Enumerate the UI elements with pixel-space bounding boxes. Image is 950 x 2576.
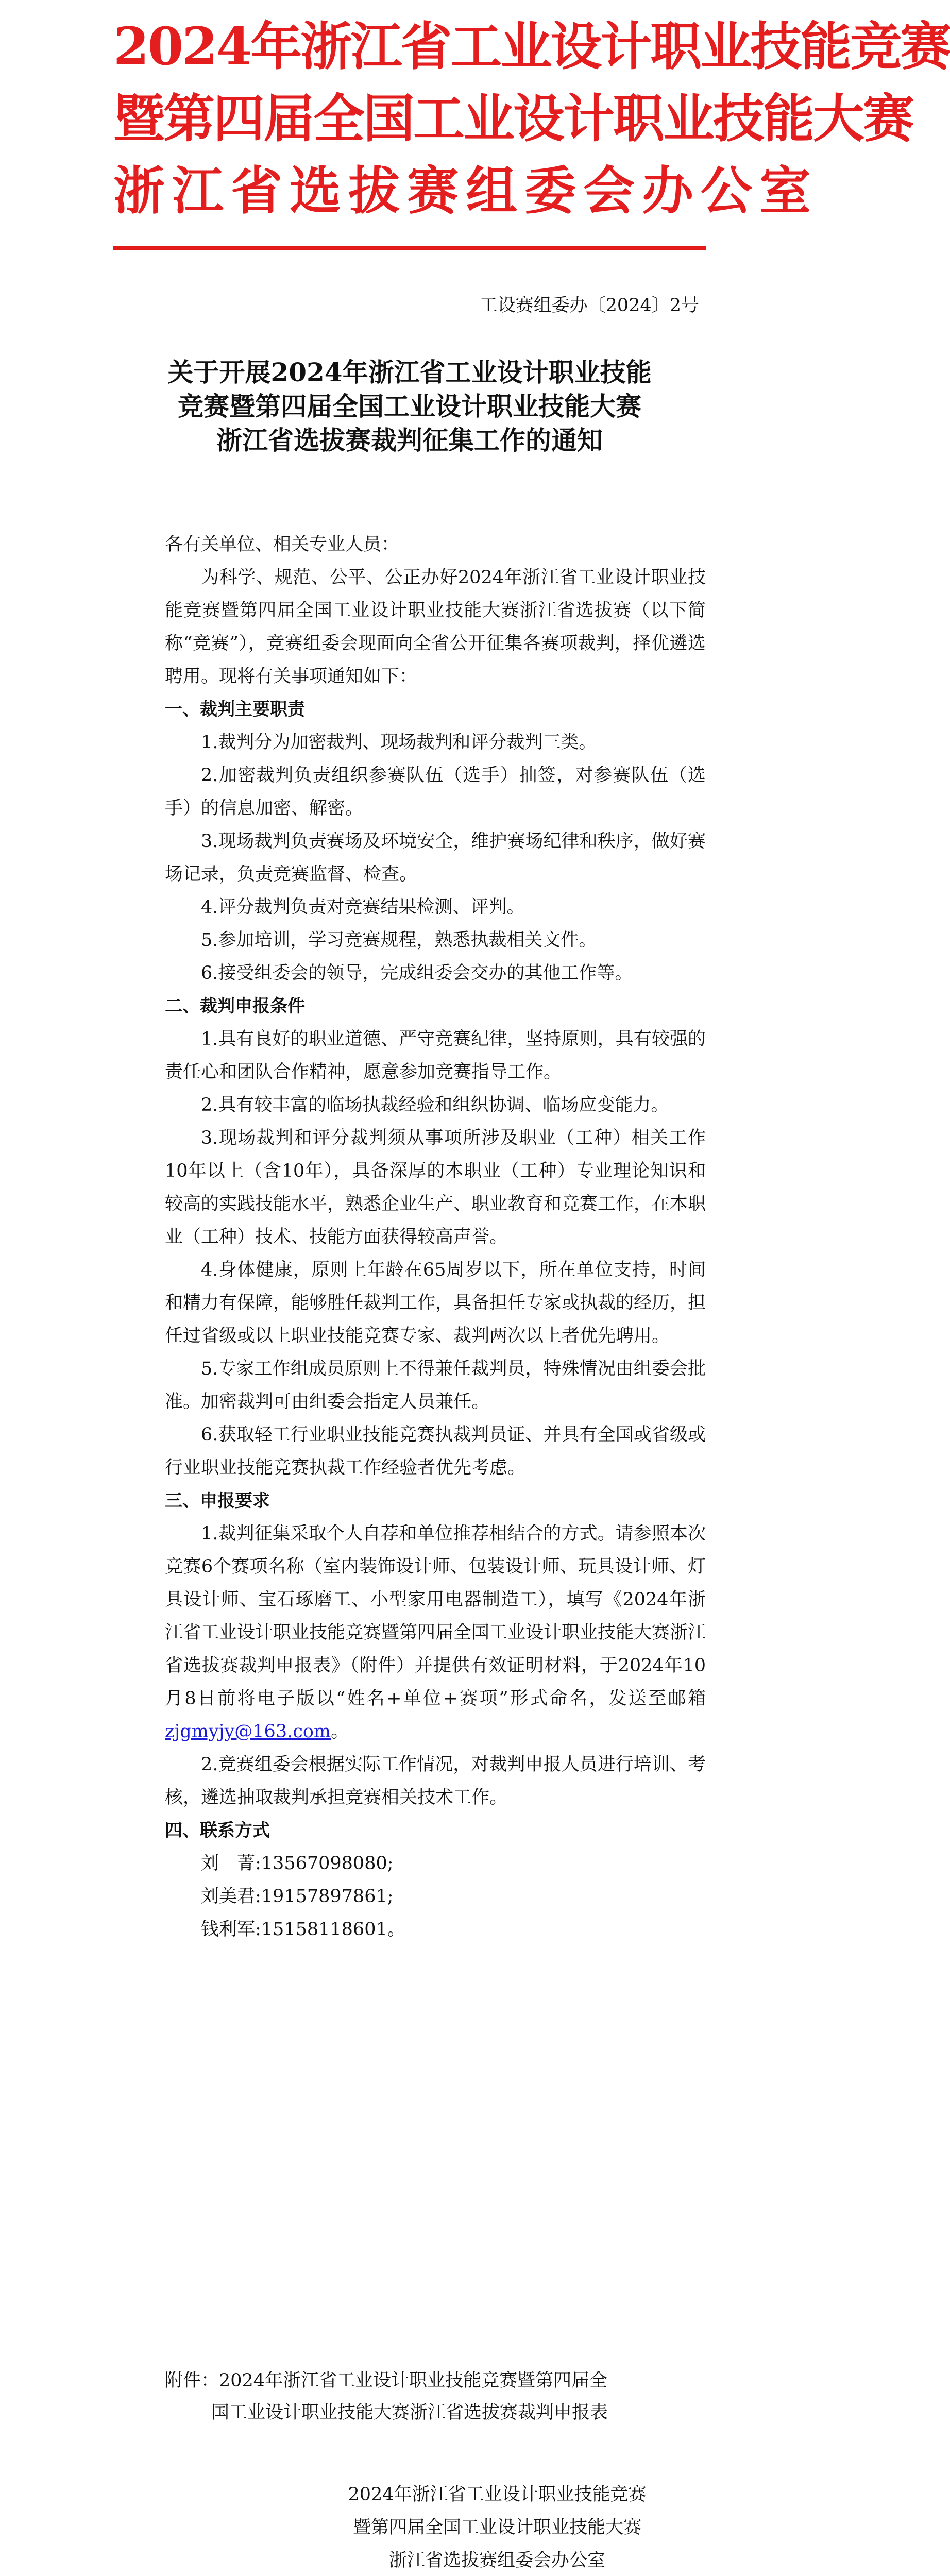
list-item (165, 1517, 706, 1748)
salutation: 各有关单位、相关专业人员： (165, 534, 400, 555)
signature-block (278, 2478, 716, 2576)
requirement-text: 1.裁判征集采取个人自荐和单位推荐相结合的方式。请参照本次竞赛6个赛项名称（室内装饰设计师、包装设计师、玩具设计师、灯具设计师、宝石琢磨工、小型家用电器制造工），填写《2024年浙江省工业设计职业技能竞赛暨第四届全国工业设计职业技能大赛浙江省选拔赛裁判申报表》（附件）并提供有效证明材料，于2024年10月8日前将电子版以“姓名+单位+赛项”形式命名，发送至邮箱 (165, 1523, 706, 1709)
contact-item: 刘 菁:13567098080; (201, 1853, 394, 1874)
title-line-3: 浙江省选拔赛裁判征集工作的通知 (216, 425, 603, 455)
email-link[interactable]: zjgmyjy@163.com (165, 1721, 331, 1742)
header-line-1: 2024年浙江省工业设计职业技能竞赛 (113, 16, 950, 77)
contact-item: 刘美君:19157897861; (201, 1886, 394, 1907)
list-item: 5.参加培训，学习竞赛规程，熟悉执裁相关文件。 (201, 930, 597, 951)
list-item: 5.专家工作组成员原则上不得兼任裁判员，特殊情况由组委会批准。加密裁判可由组委会指定人员兼任。 (165, 1359, 706, 1412)
section-heading-requirements: 三、申报要求 (165, 1490, 270, 1511)
list-item: 4.评分裁判负责对竞赛结果检测、评判。 (201, 897, 525, 918)
list-item: 4.身体健康，原则上年龄在65周岁以下，所在单位支持，时间和精力有保障，能够胜任裁判工作，具备担任专家或执裁的经历，担任过省级或以上职业技能竞赛专家、裁判两次以上者优先聘用。 (165, 1260, 706, 1346)
list-item: 2.具有较丰富的临场执裁经验和组织协调、临场应变能力。 (201, 1095, 669, 1115)
title-line-1: 关于开展2024年浙江省工业设计职业技能 (167, 357, 652, 387)
signature-line-3: 浙江省选拔赛组委会办公室 (388, 2550, 605, 2571)
header-line-3: 浙江省选拔赛组委会办公室 (113, 160, 818, 221)
list-item: 1.裁判分为加密裁判、现场裁判和评分裁判三类。 (201, 732, 597, 753)
list-item: 2.加密裁判负责组织参赛队伍（选手）抽签，对参赛队伍（选手）的信息加密、解密。 (165, 765, 706, 819)
section-heading-contacts: 四、联系方式 (165, 1820, 270, 1841)
list-item: 2.竞赛组委会根据实际工作情况，对裁判申报人员进行培训、考核，遴选抽取裁判承担竞赛相关技术工作。 (165, 1754, 706, 1808)
section-heading-duties: 一、裁判主要职责 (165, 699, 305, 720)
list-item: 3.现场裁判和评分裁判须从事项所涉及职业（工种）相关工作10年以上（含10年），具备深厚的本职业（工种）专业理论知识和较高的实践技能水平，熟悉企业生产、职业教育和竞赛工作，在本职业（工种）技术、技能方面获得较高声誉。 (165, 1128, 706, 1247)
document-number: 工设赛组委办〔2024〕2号 (479, 295, 699, 316)
attachment-note (165, 2365, 706, 2429)
attachment-line-2: 国工业设计职业技能大赛浙江省选拔赛裁判申报表 (211, 2402, 608, 2423)
contact-item: 钱利军:15158118601。 (201, 1919, 405, 1940)
section-heading-conditions: 二、裁判申报条件 (165, 996, 305, 1016)
signature-line-1: 2024年浙江省工业设计职业技能竞赛 (348, 2484, 647, 2505)
title-line-2: 竞赛暨第四届全国工业设计职业技能大赛 (178, 391, 641, 421)
notice-title (108, 355, 711, 457)
list-item: 6.接受组委会的领导，完成组委会交办的其他工作等。 (201, 963, 633, 984)
requirement-end: 。 (331, 1721, 349, 1742)
signature-line-2: 暨第四届全国工业设计职业技能大赛 (352, 2517, 641, 2538)
notice-body (165, 528, 706, 1946)
attachment-line-1: 附件：2024年浙江省工业设计职业技能竞赛暨第四届全 (165, 2370, 608, 2391)
list-item: 1.具有良好的职业道德、严守竞赛纪律，坚持原则，具有较强的责任心和团队合作精神，愿意参加竞赛指导工作。 (165, 1029, 706, 1082)
header-line-2: 暨第四届全国工业设计职业技能大赛 (113, 88, 913, 149)
list-item: 3.现场裁判负责赛场及环境安全，维护赛场纪律和秩序，做好赛场记录，负责竞赛监督、检查。 (165, 831, 706, 885)
list-item: 6.获取轻工行业职业技能竞赛执裁判员证、并具有全国或省级或行业职业技能竞赛执裁工作经验者优先考虑。 (165, 1425, 706, 1478)
intro-paragraph: 为科学、规范、公平、公正办好2024年浙江省工业设计职业技能竞赛暨第四届全国工业设计职业技能大赛浙江省选拔赛（以下简称“竞赛”），竞赛组委会现面向全省公开征集各赛项裁判，择优遴选聘用。现将有关事项通知如下： (165, 567, 706, 687)
header-divider (113, 246, 706, 250)
